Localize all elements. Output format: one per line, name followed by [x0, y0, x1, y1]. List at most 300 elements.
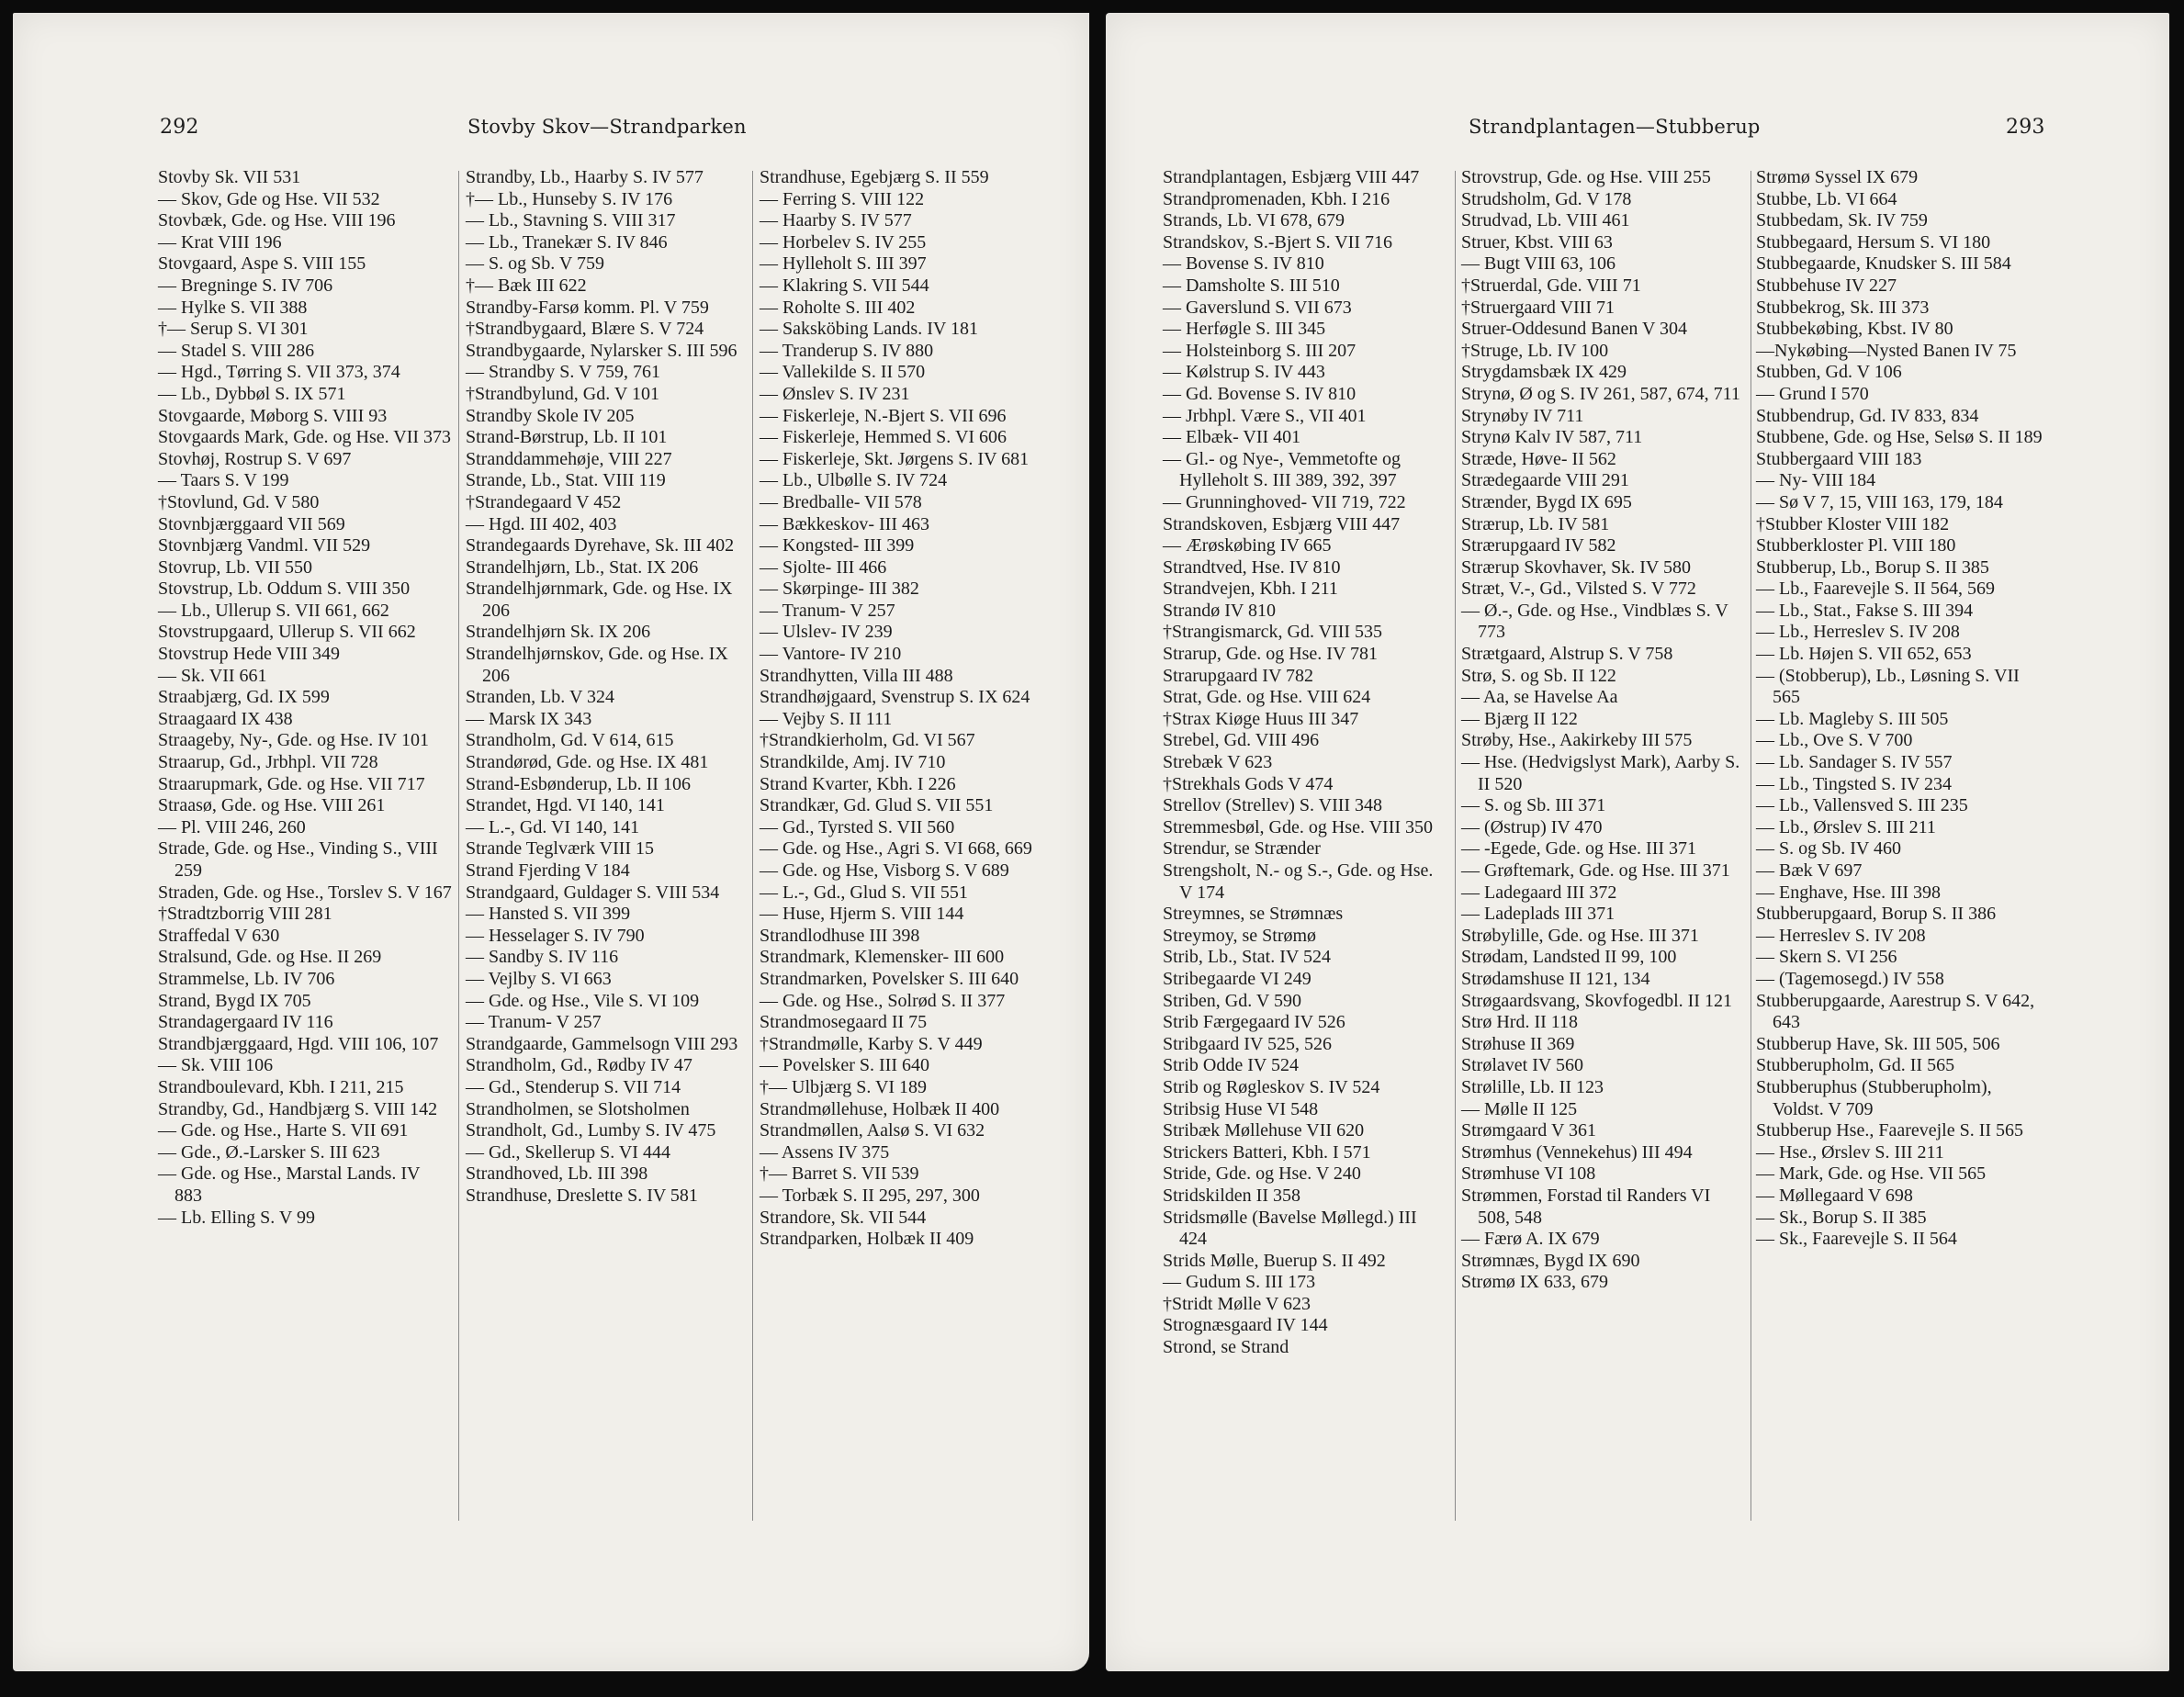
- index-entry: Strø Hrd. II 118: [1461, 1012, 1579, 1033]
- index-entry: Stovstrup Hede VIII 349: [158, 644, 340, 665]
- index-entry: — S. og Sb. V 759: [466, 253, 604, 275]
- index-entry: — -Egede, Gde. og Hse. III 371: [1461, 838, 1697, 860]
- index-entry: — Bjærg II 122: [1461, 708, 1578, 729]
- index-entry: — Skov, Gde og Hse. VII 532: [158, 188, 380, 209]
- index-entry: — Hse., Ørslev S. III 211: [1756, 1141, 1944, 1163]
- index-entry: Stubbe, Lb. VI 664: [1756, 188, 1897, 209]
- index-entry: Stridskilden II 358: [1163, 1185, 1300, 1206]
- index-entry: Strandmøllen, Aalsø S. VI 632: [760, 1120, 985, 1141]
- index-entry: Strande, Lb., Stat. VIII 119: [466, 470, 666, 491]
- index-entry: Strand, Bygd IX 705: [158, 990, 311, 1011]
- index-entry: Strellov (Strellev) S. VIII 348: [1163, 795, 1383, 816]
- index-entry: — Vallekilde S. II 570: [760, 362, 926, 383]
- index-entry: Stubberkloster Pl. VIII 180: [1756, 535, 1956, 556]
- index-entry: — L.-, Gd., Glud S. VII 551: [760, 882, 968, 903]
- index-entry: — Strandby S. V 759, 761: [466, 362, 661, 383]
- index-entry: — Lb. Elling S. V 99: [158, 1207, 315, 1228]
- index-entry: — Herføgle S. III 345: [1163, 319, 1326, 340]
- index-entry: Strudvad, Lb. VIII 461: [1461, 210, 1630, 231]
- index-entry: — Gde. og Hse., Marstal Lands. IV 883: [158, 1163, 421, 1206]
- index-entry: Strandholmen, se Slotsholmen: [466, 1098, 690, 1119]
- index-entry: — Hgd., Tørring S. VII 373, 374: [158, 362, 400, 383]
- index-entry: †— Bæk III 622: [466, 275, 587, 296]
- index-entry: Stubbegaarde, Knudsker S. III 584: [1756, 253, 2011, 275]
- index-entry: Strandmark, Klemensker- III 600: [760, 947, 1005, 968]
- index-entry: — Gde. og Hse., Solrød S. II 377: [760, 990, 1006, 1011]
- index-entry: Strognæsgaard IV 144: [1163, 1315, 1328, 1336]
- index-entry: — Gde. og Hse., Harte S. VII 691: [158, 1120, 409, 1141]
- index-entry: Strovstrup, Gde. og Hse. VIII 255: [1461, 167, 1711, 187]
- index-entry: Strandet, Hgd. VI 140, 141: [466, 795, 665, 816]
- index-entry: Strødamshuse II 121, 134: [1461, 968, 1650, 989]
- index-entry: — Povelsker S. III 640: [760, 1055, 929, 1076]
- index-entry: Strølille, Lb. II 123: [1461, 1076, 1604, 1097]
- right-page-number: 293: [2006, 116, 2045, 139]
- index-entry: — Gd., Skellerup S. VI 444: [466, 1141, 670, 1163]
- index-entry: Strynøby IV 711: [1461, 405, 1584, 426]
- index-entry: — Gde., Ø.-Larsker S. III 623: [158, 1141, 380, 1163]
- index-entry: Strebæk V 623: [1163, 752, 1273, 773]
- left-page-header: [13, 116, 1089, 152]
- index-entry: — L.-, Gd. VI 140, 141: [466, 816, 640, 837]
- index-entry: — (Stobberup), Lb., Løsning S. VII 565: [1756, 665, 2020, 708]
- index-entry: Straageby, Ny-, Gde. og Hse. IV 101: [158, 730, 429, 751]
- index-entry: — Lb., Ove S. V 700: [1756, 730, 1913, 751]
- index-entry: Strand-Esbønderup, Lb. II 106: [466, 773, 691, 794]
- index-entry: — Hylke S. VII 388: [158, 297, 308, 318]
- index-entry: Strærup, Lb. IV 581: [1461, 513, 1610, 534]
- index-entry: †Strandkierholm, Gd. VI 567: [760, 730, 975, 751]
- index-entry: Strandørød, Gde. og Hse. IX 481: [466, 752, 709, 773]
- index-entry: — Lb., Ørslev S. III 211: [1756, 816, 1936, 837]
- left-page-title: Stovby Skov—Strandparken: [467, 116, 747, 138]
- index-entry: Stridsmølle (Bavelse Møllegd.) III 424: [1163, 1207, 1417, 1250]
- index-entry: Strib og Røgleskov S. IV 524: [1163, 1076, 1380, 1097]
- index-entry: Stubberupholm, Gd. II 565: [1756, 1055, 1955, 1076]
- index-entry: Strickers Batteri, Kbh. I 571: [1163, 1141, 1371, 1163]
- index-entry: Strandelhjørnmark, Gde. og Hse. IX 206: [466, 579, 733, 621]
- index-entry: Stræt, V.-, Gd., Vilsted S. V 772: [1461, 579, 1696, 600]
- right-column-3: [1756, 167, 2045, 1251]
- index-entry: †Strangismarck, Gd. VIII 535: [1163, 622, 1383, 643]
- index-entry: Stubbendrup, Gd. IV 833, 834: [1756, 405, 1979, 426]
- index-entry: Strandhuse, Dreslette S. IV 581: [466, 1185, 698, 1206]
- index-entry: — Ønslev S. IV 231: [760, 383, 910, 404]
- index-entry: Strandpromenaden, Kbh. I 216: [1163, 188, 1390, 209]
- index-entry: †Struergaard VIII 71: [1461, 297, 1615, 318]
- index-entry: Strandby Skole IV 205: [466, 405, 635, 426]
- index-entry: Strandparken, Holbæk II 409: [760, 1229, 974, 1250]
- index-entry: — Tranum- V 257: [466, 1012, 602, 1033]
- index-entry: Stubberup Have, Sk. III 505, 506: [1756, 1033, 2000, 1054]
- index-entry: — Lb. Magleby S. III 505: [1756, 708, 1949, 729]
- index-entry: Strandelhjørnskov, Gde. og Hse. IX 206: [466, 644, 728, 686]
- index-entry: — Gd. Bovense S. IV 810: [1163, 383, 1357, 404]
- index-entry: Strandmøllehuse, Holbæk II 400: [760, 1098, 1000, 1119]
- index-entry: — Grunninghoved- VII 719, 722: [1163, 491, 1406, 512]
- index-entry: †Strandbylund, Gd. V 101: [466, 383, 659, 404]
- index-entry: — Saksköbing Lands. IV 181: [760, 319, 978, 340]
- index-entry: — Færø A. IX 679: [1461, 1229, 1600, 1250]
- index-entry: — S. og Sb. III 371: [1461, 795, 1606, 816]
- index-entry: Strøhuse II 369: [1461, 1033, 1575, 1054]
- index-entry: — Assens IV 375: [760, 1141, 890, 1163]
- left-page-number: 292: [160, 116, 199, 139]
- index-entry: — Grund I 570: [1756, 383, 1869, 404]
- index-entry: Streymoy, se Strømø: [1163, 925, 1317, 946]
- index-entry: — Haarby S. IV 577: [760, 210, 912, 231]
- index-entry: Strib Odde IV 524: [1163, 1055, 1299, 1076]
- index-entry: — Sjolte- III 466: [760, 556, 887, 578]
- index-entry: Strømgaard V 361: [1461, 1120, 1597, 1141]
- index-entry: Strødam, Landsted II 99, 100: [1461, 947, 1677, 968]
- index-entry: †— Barret S. VII 539: [760, 1163, 919, 1185]
- index-entry: — Sø V 7, 15, VIII 163, 179, 184: [1756, 491, 2003, 512]
- index-entry: — Huse, Hjerm S. VIII 144: [760, 904, 964, 925]
- index-entry: Struer-Oddesund Banen V 304: [1461, 319, 1688, 340]
- index-entry: — Stadel S. VIII 286: [158, 340, 315, 361]
- index-entry: Strand-Børstrup, Lb. II 101: [466, 427, 668, 448]
- index-entry: Strandkilde, Amj. IV 710: [760, 752, 946, 773]
- index-entry: Stubbegaard, Hersum S. VI 180: [1756, 231, 1991, 253]
- index-entry: Strømmen, Forstad til Randers VI 508, 548: [1461, 1185, 1711, 1228]
- index-entry: — (Østrup) IV 470: [1461, 816, 1603, 837]
- index-entry: Strandvejen, Kbh. I 211: [1163, 579, 1338, 600]
- index-entry: Strandelhjørn Sk. IX 206: [466, 622, 651, 643]
- left-column-1: [158, 167, 452, 1229]
- index-entry: Strøgaardsvang, Skovfogedbl. II 121: [1461, 990, 1732, 1011]
- index-entry: Strandhytten, Villa III 488: [760, 665, 953, 686]
- index-entry: †Strandmølle, Karby S. V 449: [760, 1033, 983, 1054]
- index-entry: — Gd., Stenderup S. VII 714: [466, 1076, 681, 1097]
- index-entry: †Strax Kiøge Huus III 347: [1163, 708, 1359, 729]
- index-entry: — Holsteinborg S. III 207: [1163, 340, 1357, 361]
- index-entry: Strebel, Gd. VIII 496: [1163, 730, 1320, 751]
- index-entry: Strandgaarde, Gammelsogn VIII 293: [466, 1033, 738, 1054]
- index-entry: Strandore, Sk. VII 544: [760, 1207, 927, 1228]
- index-entry: Strøbylille, Gde. og Hse. III 371: [1461, 925, 1699, 946]
- index-entry: Strandhøjgaard, Svenstrup S. IX 624: [760, 687, 1030, 708]
- index-entry: Stribæk Møllehuse VII 620: [1163, 1120, 1365, 1141]
- right-column-divider-1: [1455, 171, 1456, 1521]
- index-entry: Strandbjærggaard, Hgd. VIII 106, 107: [158, 1033, 439, 1054]
- index-entry: — Taars S. V 199: [158, 470, 289, 491]
- index-entry: — Fiskerleje, N.-Bjert S. VII 696: [760, 405, 1007, 426]
- index-entry: Strandø IV 810: [1163, 600, 1276, 621]
- index-entry: Stovby Sk. VII 531: [158, 167, 301, 187]
- index-entry: Strids Mølle, Buerup S. II 492: [1163, 1250, 1386, 1271]
- index-entry: — Lb., Tingsted S. IV 234: [1756, 773, 1953, 794]
- index-entry: — Vejby S. II 111: [760, 708, 893, 729]
- index-entry: — Horbelev S. IV 255: [760, 231, 927, 253]
- index-entry: Strætgaard, Alstrup S. V 758: [1461, 644, 1673, 665]
- index-entry: — Elbæk- VII 401: [1163, 427, 1301, 448]
- index-entry: — Fiskerleje, Skt. Jørgens S. IV 681: [760, 448, 1030, 469]
- index-entry: Stubbergaard VIII 183: [1756, 448, 1922, 469]
- left-column-divider-1: [458, 171, 459, 1521]
- index-entry: Strædegaarde VIII 291: [1461, 470, 1629, 491]
- index-entry: Strandholm, Gd. V 614, 615: [466, 730, 674, 751]
- index-entry: — Møllegaard V 698: [1756, 1185, 1913, 1206]
- index-entry: Strandby, Lb., Haarby S. IV 577: [466, 167, 704, 187]
- index-entry: — Pl. VIII 246, 260: [158, 816, 306, 837]
- index-entry: †Strandegaard V 452: [466, 491, 622, 512]
- index-entry: — Lb., Herreslev S. IV 208: [1756, 622, 1960, 643]
- index-entry: — Gde. og Hse., Agri S. VI 668, 669: [760, 838, 1032, 860]
- index-entry: Strarup, Gde. og Hse. IV 781: [1163, 644, 1379, 665]
- index-entry: — Ladegaard III 372: [1461, 882, 1617, 903]
- index-entry: Straffedal V 630: [158, 925, 280, 946]
- index-entry: Stubben, Gd. V 106: [1756, 362, 1902, 383]
- index-entry: Straasø, Gde. og Hse. VIII 261: [158, 795, 386, 816]
- index-entry: — Skørpinge- III 382: [760, 579, 919, 600]
- index-entry: — Kølstrup S. IV 443: [1163, 362, 1325, 383]
- index-entry: Stubbekrog, Sk. III 373: [1756, 297, 1930, 318]
- index-entry: — Hgd. III 402, 403: [466, 513, 617, 534]
- index-entry: — Hesselager S. IV 790: [466, 925, 645, 946]
- index-entry: Stovnbjærg Vandml. VII 529: [158, 535, 371, 556]
- index-entry: — Lb., Stat., Fakse S. III 394: [1756, 600, 1974, 621]
- index-entry: Striben, Gd. V 590: [1163, 990, 1301, 1011]
- index-entry: Straagaard IX 438: [158, 708, 293, 729]
- index-entry: — Jrbhpl. Være S., VII 401: [1163, 405, 1367, 426]
- index-entry: — Lb., Vallensved S. III 235: [1756, 795, 1968, 816]
- index-entry: Stubbehuse IV 227: [1756, 275, 1897, 296]
- index-entry: Stovbæk, Gde. og Hse. VIII 196: [158, 210, 396, 231]
- index-entry: Strandkær, Gd. Glud S. VII 551: [760, 795, 994, 816]
- index-entry: — Bovense S. IV 810: [1163, 253, 1324, 275]
- index-entry: Strømhus (Vennekehus) III 494: [1461, 1141, 1693, 1163]
- index-entry: Straabjærg, Gd. IX 599: [158, 687, 330, 708]
- index-entry: — Grøftemark, Gde. og Hse. III 371: [1461, 860, 1730, 881]
- index-entry: — Krat VIII 196: [158, 231, 282, 253]
- index-entry: Strænder, Bygd IX 695: [1461, 491, 1632, 512]
- index-entry: — Tranum- V 257: [760, 600, 895, 621]
- index-entry: Straarup, Gd., Jrbhpl. VII 728: [158, 752, 378, 773]
- index-entry: — Lb., Ulbølle S. IV 724: [760, 470, 948, 491]
- index-entry: — Gde. og Hse., Vile S. VI 109: [466, 990, 700, 1011]
- index-entry: — Sk., Faarevejle S. II 564: [1756, 1229, 1957, 1250]
- index-entry: †Stovlund, Gd. V 580: [158, 491, 320, 512]
- index-entry: Stribsig Huse VI 548: [1163, 1098, 1319, 1119]
- index-entry: †Struerdal, Gde. VIII 71: [1461, 275, 1641, 296]
- index-entry: Strø, S. og Sb. II 122: [1461, 665, 1616, 686]
- index-entry: — Bugt VIII 63, 106: [1461, 253, 1615, 275]
- index-entry: Strærupgaard IV 582: [1461, 535, 1616, 556]
- index-entry: — Gd., Tyrsted S. VII 560: [760, 816, 955, 837]
- index-entry: Strib Færgegaard IV 526: [1163, 1012, 1345, 1033]
- index-entry: Strømnæs, Bygd IX 690: [1461, 1250, 1640, 1271]
- index-entry: — Gaverslund S. VII 673: [1163, 297, 1352, 318]
- left-column-divider-2: [752, 171, 753, 1521]
- index-entry: — Sk. VIII 106: [158, 1055, 274, 1076]
- index-entry: Strynø Kalv IV 587, 711: [1461, 427, 1643, 448]
- index-entry: — Aa, se Havelse Aa: [1461, 687, 1618, 708]
- index-entry: Strømø IX 633, 679: [1461, 1272, 1608, 1293]
- index-entry: — Hansted S. VII 399: [466, 904, 631, 925]
- index-entry: — Enghave, Hse. III 398: [1756, 882, 1942, 903]
- right-page-title: Strandplantagen—Stubberup: [1469, 116, 1761, 138]
- index-entry: Stranddammehøje, VIII 227: [466, 448, 672, 469]
- index-entry: — Lb., Dybbøl S. IX 571: [158, 383, 346, 404]
- index-entry: — Klakring S. VII 544: [760, 275, 929, 296]
- index-entry: — Sandby S. IV 116: [466, 947, 619, 968]
- index-entry: — Mølle II 125: [1461, 1098, 1578, 1119]
- index-entry: Stranden, Lb. V 324: [466, 687, 615, 708]
- index-entry: Stubbekøbing, Kbst. IV 80: [1756, 319, 1953, 340]
- index-entry: Straden, Gde. og Hse., Torslev S. V 167: [158, 882, 452, 903]
- index-entry: — Ferring S. VIII 122: [760, 188, 925, 209]
- index-entry: — Skern S. VI 256: [1756, 947, 1897, 968]
- index-entry: Strærup Skovhaver, Sk. IV 580: [1461, 556, 1691, 578]
- left-page: [13, 13, 1089, 1671]
- index-entry: — (Tagemosegd.) IV 558: [1756, 968, 1944, 989]
- index-entry: Stovgaards Mark, Gde. og Hse. VII 373: [158, 427, 452, 448]
- index-entry: Stubberuphus (Stubberupholm), Voldst. V 709: [1756, 1076, 1992, 1119]
- index-entry: Strømhuse VI 108: [1461, 1163, 1596, 1185]
- index-entry: — Hse. (Hedvigslyst Mark), Aarby S. II 520: [1461, 752, 1740, 794]
- index-entry: Strandhuse, Egebjærg S. II 559: [760, 167, 989, 187]
- index-entry: Stralsund, Gde. og Hse. II 269: [158, 947, 382, 968]
- index-entry: Stovgaarde, Møborg S. VIII 93: [158, 405, 388, 426]
- index-entry: †Struge, Lb. IV 100: [1461, 340, 1609, 361]
- index-entry: Streymnes, se Strømnæs: [1163, 904, 1344, 925]
- index-entry: — Sk. VII 661: [158, 665, 267, 686]
- index-entry: Stræde, Høve- II 562: [1461, 448, 1616, 469]
- right-page: [1106, 13, 2169, 1671]
- index-entry: Strygdamsbæk IX 429: [1461, 362, 1627, 383]
- index-entry: Strøby, Hse., Aakirkeby III 575: [1461, 730, 1693, 751]
- index-entry: Stovnbjærggaard VII 569: [158, 513, 345, 534]
- index-entry: — Hylleholt S. III 397: [760, 253, 927, 275]
- index-entry: — Lb., Ullerup S. VII 661, 662: [158, 600, 389, 621]
- index-entry: Stubberup, Lb., Borup S. II 385: [1756, 556, 1989, 578]
- index-entry: — Sk., Borup S. II 385: [1756, 1207, 1927, 1228]
- index-entry: Stubbedam, Sk. IV 759: [1756, 210, 1928, 231]
- right-column-1: [1163, 167, 1447, 1359]
- index-entry: — Lb. Højen S. VII 652, 653: [1756, 644, 1972, 665]
- index-entry: Strandskoven, Esbjærg VIII 447: [1163, 513, 1401, 534]
- index-entry: Strade, Gde. og Hse., Vinding S., VIII 259: [158, 838, 438, 881]
- index-entry: Strandegaards Dyrehave, Sk. III 402: [466, 535, 735, 556]
- index-entry: — Ny- VIII 184: [1756, 470, 1876, 491]
- index-entry: Stovhøj, Rostrup S. V 697: [158, 448, 352, 469]
- index-entry: Stubberupgaard, Borup S. II 386: [1756, 904, 1997, 925]
- index-entry: Strarupgaard IV 782: [1163, 665, 1314, 686]
- index-entry: Strandagergaard IV 116: [158, 1012, 333, 1033]
- index-entry: — Lb., Stavning S. VIII 317: [466, 210, 676, 231]
- index-entry: Strandby, Gd., Handbjærg S. VIII 142: [158, 1098, 438, 1119]
- index-entry: — Ladeplads III 371: [1461, 904, 1615, 925]
- index-entry: Stubberup Hse., Faarevejle S. II 565: [1756, 1120, 2024, 1141]
- index-entry: Strandlodhuse III 398: [760, 925, 920, 946]
- index-entry: Strølavet IV 560: [1461, 1055, 1583, 1076]
- index-entry: — Ulslev- IV 239: [760, 622, 893, 643]
- index-entry: Stremmesbøl, Gde. og Hse. VIII 350: [1163, 816, 1434, 837]
- index-entry: —Nykøbing—Nysted Banen IV 75: [1756, 340, 2017, 361]
- index-entry: Strengsholt, N.- og S.-, Gde. og Hse. V 174: [1163, 860, 1434, 903]
- index-entry: †Strandbygaard, Blære S. V 724: [466, 319, 704, 340]
- index-entry: Strandelhjørn, Lb., Stat. IX 206: [466, 556, 699, 578]
- index-entry: — Herreslev S. IV 208: [1756, 925, 1926, 946]
- index-entry: Strand Kvarter, Kbh. I 226: [760, 773, 956, 794]
- index-entry: †Stradtzborrig VIII 281: [158, 904, 332, 925]
- index-entry: Strandholm, Gd., Rødby IV 47: [466, 1055, 692, 1076]
- index-entry: Strandtved, Hse. IV 810: [1163, 556, 1341, 578]
- index-entry: †Strekhals Gods V 474: [1163, 773, 1334, 794]
- index-entry: Stovrup, Lb. VII 550: [158, 556, 312, 578]
- index-entry: — Roholte S. III 402: [760, 297, 916, 318]
- index-entry: — Ø.-, Gde. og Hse., Vindblæs S. V 773: [1461, 600, 1728, 643]
- left-column-2: [466, 167, 746, 1208]
- index-entry: Strandhoved, Lb. III 398: [466, 1163, 648, 1185]
- index-entry: Strendur, se Strænder: [1163, 838, 1321, 860]
- index-entry: Strandmosegaard II 75: [760, 1012, 928, 1033]
- index-entry: Strande Teglværk VIII 15: [466, 838, 655, 860]
- index-entry: Strandmarken, Povelsker S. III 640: [760, 968, 1019, 989]
- index-entry: Stovstrup, Lb. Oddum S. VIII 350: [158, 579, 411, 600]
- index-entry: †— Serup S. VI 301: [158, 319, 309, 340]
- index-entry: — Gl.- og Nye-, Vemmetofte og Hylleholt S. III 389, 392, 397: [1163, 448, 1402, 491]
- index-entry: Strond, se Strand: [1163, 1337, 1289, 1358]
- index-entry: — Tranderup S. IV 880: [760, 340, 934, 361]
- index-entry: Stubberupgaarde, Aarestrup S. V 642, 643: [1756, 990, 2035, 1033]
- index-entry: Strat, Gde. og Hse. VIII 624: [1163, 687, 1371, 708]
- left-column-3: [760, 167, 1044, 1251]
- index-entry: — Gde. og Hse, Visborg S. V 689: [760, 860, 1009, 881]
- index-entry: Strudsholm, Gd. V 178: [1461, 188, 1632, 209]
- index-entry: — Vantore- IV 210: [760, 644, 902, 665]
- index-entry: Stovstrupgaard, Ullerup S. VII 662: [158, 622, 416, 643]
- index-entry: — Mark, Gde. og Hse. VII 565: [1756, 1163, 1987, 1185]
- index-entry: †Stridt Mølle V 623: [1163, 1293, 1311, 1314]
- index-entry: Stovgaard, Aspe S. VIII 155: [158, 253, 366, 275]
- index-entry: — Fiskerleje, Hemmed S. VI 606: [760, 427, 1008, 448]
- index-entry: Struer, Kbst. VIII 63: [1461, 231, 1613, 253]
- index-entry: — Damsholte S. III 510: [1163, 275, 1340, 296]
- index-entry: Stride, Gde. og Hse. V 240: [1163, 1163, 1361, 1185]
- index-entry: †Stubber Kloster VIII 182: [1756, 513, 1950, 534]
- index-entry: Strandby-Farsø komm. Pl. V 759: [466, 297, 709, 318]
- index-entry: Stribgaard IV 525, 526: [1163, 1033, 1333, 1054]
- index-entry: — Torbæk S. II 295, 297, 300: [760, 1185, 980, 1206]
- index-entry: Strandboulevard, Kbh. I 211, 215: [158, 1076, 404, 1097]
- index-entry: Strand Fjerding V 184: [466, 860, 630, 881]
- index-entry: — Bækkeskov- III 463: [760, 513, 929, 534]
- index-entry: — Bæk V 697: [1756, 860, 1863, 881]
- index-entry: — Bregninge S. IV 706: [158, 275, 333, 296]
- index-entry: — S. og Sb. IV 460: [1756, 838, 1901, 860]
- index-entry: Strands, Lb. VI 678, 679: [1163, 210, 1345, 231]
- index-entry: — Lb. Sandager S. IV 557: [1756, 752, 1953, 773]
- index-entry: Strib, Lb., Stat. IV 524: [1163, 947, 1331, 968]
- index-entry: Stribegaarde VI 249: [1163, 968, 1312, 989]
- index-entry: †— Lb., Hunseby S. IV 176: [466, 188, 673, 209]
- index-entry: Strynø, Ø og S. IV 261, 587, 674, 711: [1461, 383, 1740, 404]
- index-entry: Strandplantagen, Esbjærg VIII 447: [1163, 167, 1420, 187]
- index-entry: Straarupmark, Gde. og Hse. VII 717: [158, 773, 425, 794]
- index-entry: Strandholt, Gd., Lumby S. IV 475: [466, 1120, 716, 1141]
- index-entry: Strandgaard, Guldager S. VIII 534: [466, 882, 720, 903]
- index-entry: — Lb., Faarevejle S. II 564, 569: [1756, 579, 1995, 600]
- index-entry: Stubbene, Gde. og Hse, Selsø S. II 189: [1756, 427, 2043, 448]
- index-entry: — Ærøskøbing IV 665: [1163, 535, 1332, 556]
- index-entry: — Bredballe- VII 578: [760, 491, 922, 512]
- index-entry: †— Ulbjærg S. VI 189: [760, 1076, 928, 1097]
- index-entry: Strandbygaarde, Nylarsker S. III 596: [466, 340, 737, 361]
- index-entry: — Marsk IX 343: [466, 708, 592, 729]
- index-entry: Strandskov, S.-Bjert S. VII 716: [1163, 231, 1392, 253]
